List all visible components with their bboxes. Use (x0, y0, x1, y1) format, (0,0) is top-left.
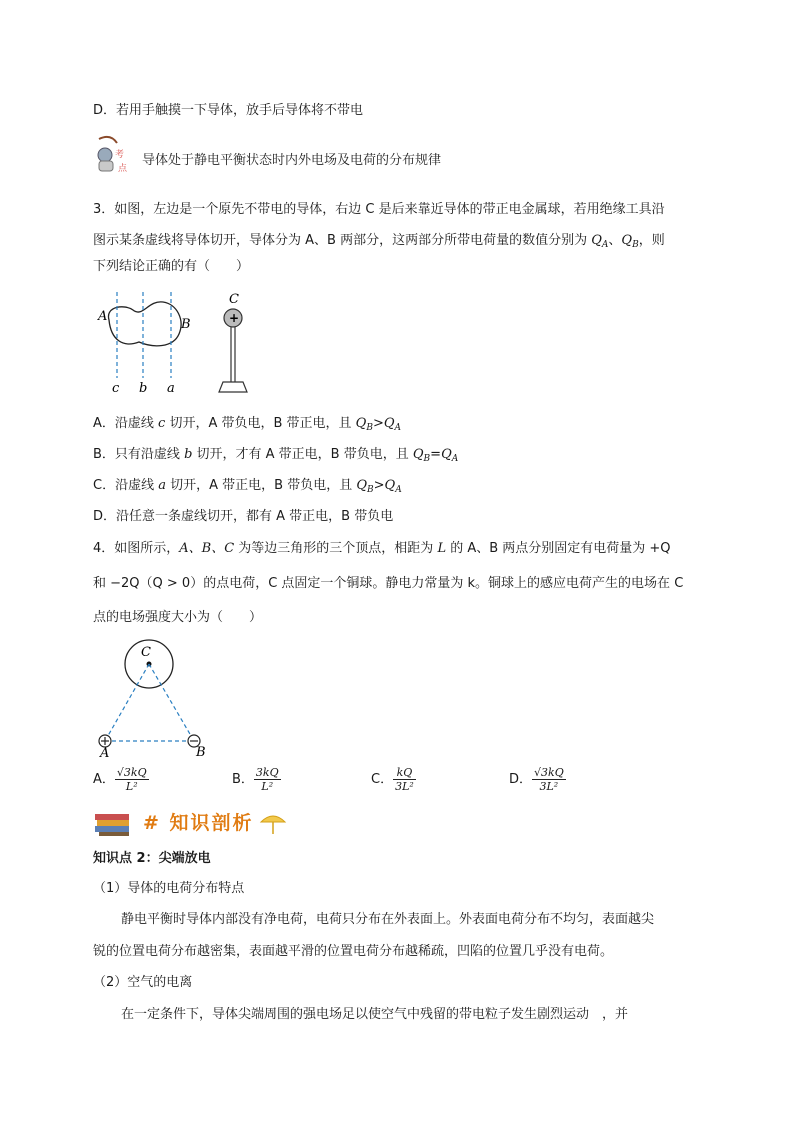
q3-fig-label-c: c (112, 381, 120, 396)
knowledge-p1-line2: 锐的位置电荷分布越密集，表面越平滑的位置电荷分布越稀疏，凹陷的位置几乎没有电荷。 (93, 944, 614, 959)
q3-option-b[interactable]: B．只有沿虚线 b 切开，才有 A 带正电，B 带负电，且 $Q_B=Q_A$ (93, 447, 459, 464)
q4-fig-label-B: B (196, 745, 206, 760)
knowledge-p1-line1: 静电平衡时导体内部没有净电荷，电荷只分布在外表面上。外表面电荷分布不均匀，表面越尖 (121, 912, 655, 927)
knowledge-title: 知识点 2：尖端放电 (93, 851, 211, 866)
q3-line2: 图示某条虚线将导体切开，导体分为 A、B 两部分，这两部分所带电荷量的数值分别为 $Q_A$、$Q_B$，则 (93, 233, 665, 250)
knowledge-p2-line1: 在一定条件下，导体尖端周围的强电场足以使空气中残留的带电粒子发生剧烈运动 ，并 (121, 1007, 629, 1022)
q4-fig-label-A: A (100, 746, 110, 760)
q3-fig-label-b: b (139, 381, 148, 396)
q4-option-c[interactable]: C． $\frac{kQ}{\text{3L²}}$ (371, 766, 414, 793)
q2-option-d: D．若用手触摸一下导体，放手后导体将不带电 (93, 103, 364, 118)
q3-fig-label-C: C (229, 292, 239, 307)
q4-option-b[interactable]: B． $\frac{3kQ}{\text{L²}}$ (232, 766, 279, 793)
q3-option-a[interactable]: A．沿虚线 c 切开，A 带负电，B 带正电，且 $Q_B>Q_A$ (93, 416, 402, 433)
q3-option-d[interactable]: D．沿任意一条虚线切开，都有 A 带正电，B 带负电 (93, 509, 394, 524)
knowledge-sub1: （1）导体的电荷分布特点 (93, 881, 245, 896)
q4-line3: 点的电场强度大小为（ ） (93, 610, 263, 625)
kaodian-badge-top: 考 (115, 150, 125, 160)
q4-option-d[interactable]: D． $\frac{√3kQ}{\text{3L²}}$ (509, 766, 564, 793)
q4-line1: 4．如图所示，A、B、C 为等边三角形的三个顶点，相距为 L 的 A、B 两点分别固定有电荷量为 +Q (93, 541, 671, 556)
q3-fig-label-B: B (181, 317, 191, 332)
q4-fig-label-C: C (141, 645, 151, 660)
kaodian-badge-icon (93, 135, 141, 179)
knowledge-sub2: （2）空气的电离 (93, 975, 193, 990)
q3-line3: 下列结论正确的有（ ） (93, 259, 250, 274)
q4-option-a[interactable]: A． $\frac{√3kQ}{\text{L²}}$ (93, 766, 147, 793)
knowledge-banner-title: # 知识剖析 (143, 812, 254, 834)
kaodian-badge-bottom: 点 (118, 164, 128, 174)
q3-fig-plus: + (229, 311, 240, 325)
q3-fig-label-a: a (167, 381, 175, 396)
q4-line2: 和 −2Q（Q > 0）的点电荷，C 点固定一个铜球。静电力常量为 k。铜球上的感应电荷产生的电场在 C (93, 576, 684, 591)
q3-conductor-figure (93, 286, 273, 398)
q3-option-c[interactable]: C．沿虚线 a 切开，A 带正电，B 带负电，且 $Q_B>Q_A$ (93, 478, 402, 495)
kaodian-text: 导体处于静电平衡状态时内外电场及电荷的分布规律 (142, 153, 442, 168)
q4-triangle-figure (93, 636, 223, 760)
q3-fig-label-A: A (98, 309, 108, 324)
q3-line1: 3．如图，左边是一个原先不带电的导体，右边 C 是后来靠近导体的带正电金属球，若用绝缘工具沿 (93, 202, 665, 217)
